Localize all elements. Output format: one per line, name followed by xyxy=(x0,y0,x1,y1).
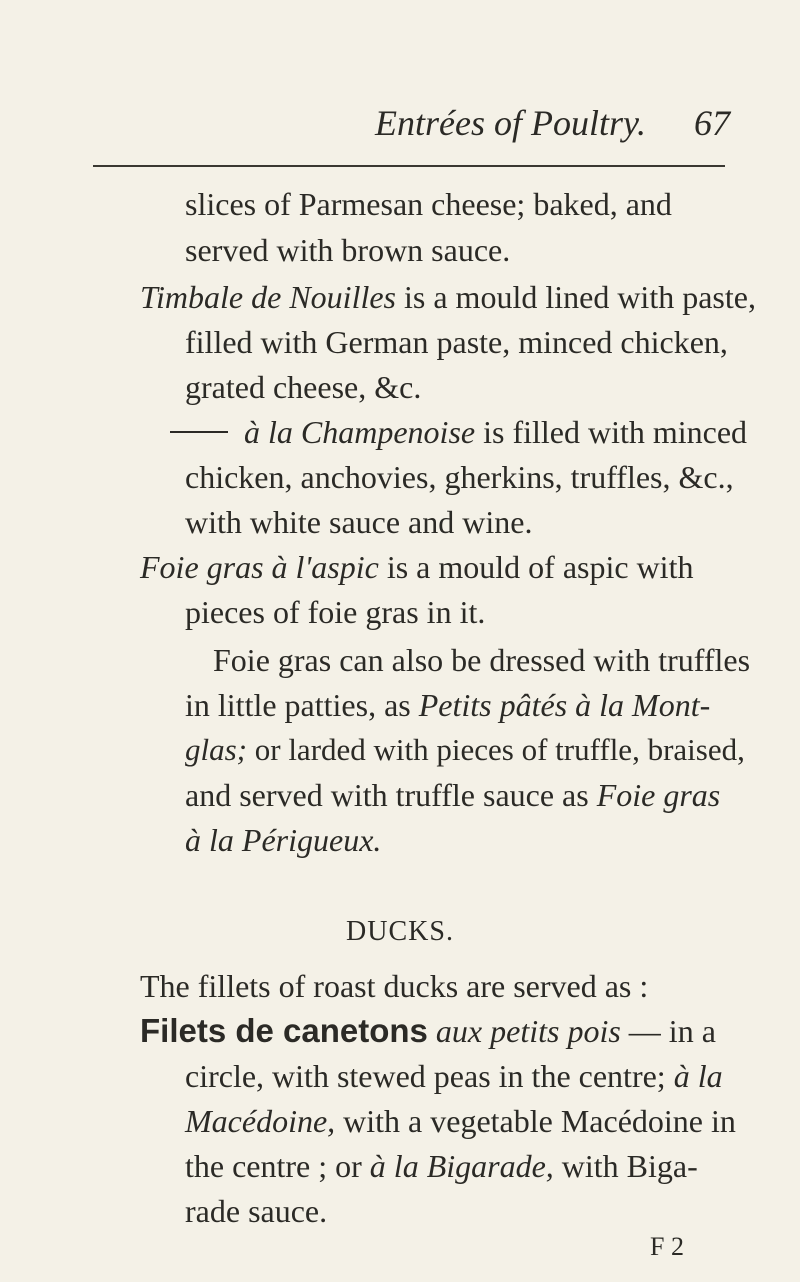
text-line xyxy=(185,685,710,725)
entry-champenoise xyxy=(170,412,747,452)
entry-title: à la Champenoise xyxy=(244,414,476,450)
dish-name: Macédoine, xyxy=(185,1103,336,1139)
text-line xyxy=(185,1101,736,1141)
page-number: 67 xyxy=(694,103,730,143)
dish-name: aux petits pois xyxy=(427,1013,621,1049)
text-fragment: with Biga- xyxy=(553,1148,698,1184)
dish-name: Foie gras xyxy=(596,777,721,813)
dish-name: Petits pâtés à la Mont- xyxy=(418,687,711,723)
dish-name: glas; xyxy=(185,732,247,767)
text-line xyxy=(185,775,720,815)
text-fragment: and served with truffle sauce as xyxy=(185,777,597,813)
entry-text: is a mould of aspic with xyxy=(378,549,694,585)
ditto-dash xyxy=(170,431,228,433)
text-line: grated cheese, &c. xyxy=(185,369,422,405)
entry-timbale xyxy=(140,277,756,317)
running-title: Entrées of Poultry. xyxy=(375,103,646,143)
text-line: The fillets of roast ducks are served as : xyxy=(140,968,649,1004)
entry-text: is a mould lined with paste, xyxy=(396,279,756,315)
entry-text: — in a xyxy=(620,1013,716,1049)
text-line: chicken, anchovies, gherkins, truffles, &c., xyxy=(185,459,734,495)
text-line xyxy=(185,730,745,770)
dish-name: à la Périgueux. xyxy=(185,822,382,858)
text-line xyxy=(185,1056,723,1096)
signature-mark: F 2 xyxy=(650,1232,684,1261)
text-fragment: in little patties, as xyxy=(185,687,419,723)
text-fragment: circle, with stewed peas in the centre; xyxy=(185,1058,674,1094)
text-line: pieces of foie gras in it. xyxy=(185,594,486,630)
entry-title: Foie gras à l'aspic xyxy=(140,549,379,585)
text-line: Foie gras can also be dressed with truffles xyxy=(213,642,751,678)
dish-name: à la Bigarade, xyxy=(369,1148,554,1184)
text-fragment: with a vegetable Macédoine in xyxy=(335,1103,736,1139)
dish-name: à la xyxy=(673,1058,723,1094)
entry-foie-gras xyxy=(140,547,693,587)
text-line: rade sauce. xyxy=(185,1193,328,1229)
text-line: with white sauce and wine. xyxy=(185,504,533,540)
text-line: slices of Parmesan cheese; baked, and xyxy=(185,186,672,222)
entry-title: Timbale de Nouilles xyxy=(140,279,396,315)
entry-text: is filled with minced xyxy=(475,414,748,450)
entry-filets xyxy=(140,1011,716,1051)
header-rule xyxy=(93,165,725,167)
text-line: served with brown sauce. xyxy=(185,232,511,268)
entry-title: Filets de canetons xyxy=(140,1012,428,1049)
text-line xyxy=(185,820,381,860)
text-fragment: the centre ; or xyxy=(185,1148,370,1184)
section-heading-ducks: DUCKS. xyxy=(346,916,454,947)
text-line: filled with German paste, minced chicken, xyxy=(185,324,728,360)
text-line xyxy=(185,1146,698,1186)
text-fragment: or larded with pieces of truffle, braised, xyxy=(247,732,745,767)
